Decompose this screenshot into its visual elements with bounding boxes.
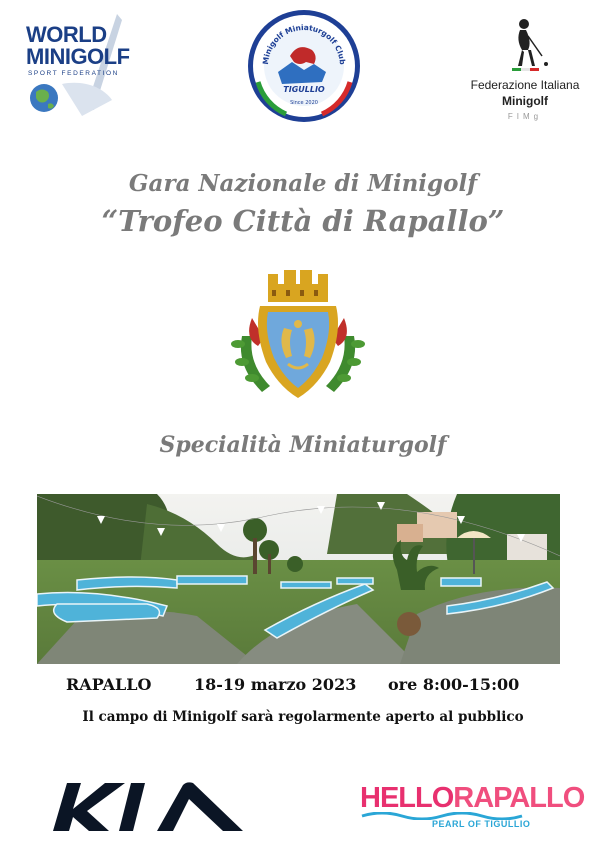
fim-line2: Minigolf: [502, 94, 548, 108]
event-dates: 18-19 marzo 2023: [194, 675, 357, 694]
rapallo-crest: [228, 266, 368, 402]
kia-logo: [53, 781, 245, 833]
wmf-line2: MINIGOLF: [26, 44, 130, 69]
event-title-line1: Gara Nazionale di Minigolf: [128, 170, 478, 197]
fim-line3: FIMg: [507, 112, 543, 121]
club-since: Since 2020: [290, 100, 318, 106]
club-name: TIGULLIO: [283, 85, 325, 94]
hello-text: HELLO: [360, 782, 454, 814]
wmf-line3: SPORT FEDERATION: [28, 70, 119, 77]
fim-line1: Federazione Italiana: [470, 78, 580, 92]
world-minigolf-logo: [22, 14, 147, 124]
club-ring-text: Minigolf Miniaturgolf Club: [260, 22, 348, 66]
wmf-line1: WORLD: [26, 22, 107, 47]
golfer-icon: [470, 14, 580, 76]
federazione-logo: [470, 14, 580, 126]
hellorapallo-tagline: PEARL OF TIGULLIO: [432, 819, 531, 829]
event-hours: ore 8:00-15:00: [388, 675, 520, 694]
hellorapallo-logo: [360, 782, 585, 838]
minigolf-course-photo: [37, 494, 560, 664]
club-logo: [246, 8, 362, 124]
rapallo-text: RAPALLO: [453, 782, 585, 814]
hellorapallo-wordmark: [360, 782, 584, 814]
event-city: RAPALLO: [66, 675, 152, 694]
speciality-title: Specialità Miniaturgolf: [159, 432, 447, 458]
event-title-line2: “Trofeo Città di Rapallo”: [101, 204, 505, 238]
public-notice: Il campo di Minigolf sarà regolarmente aperto al pubblico: [82, 709, 524, 725]
